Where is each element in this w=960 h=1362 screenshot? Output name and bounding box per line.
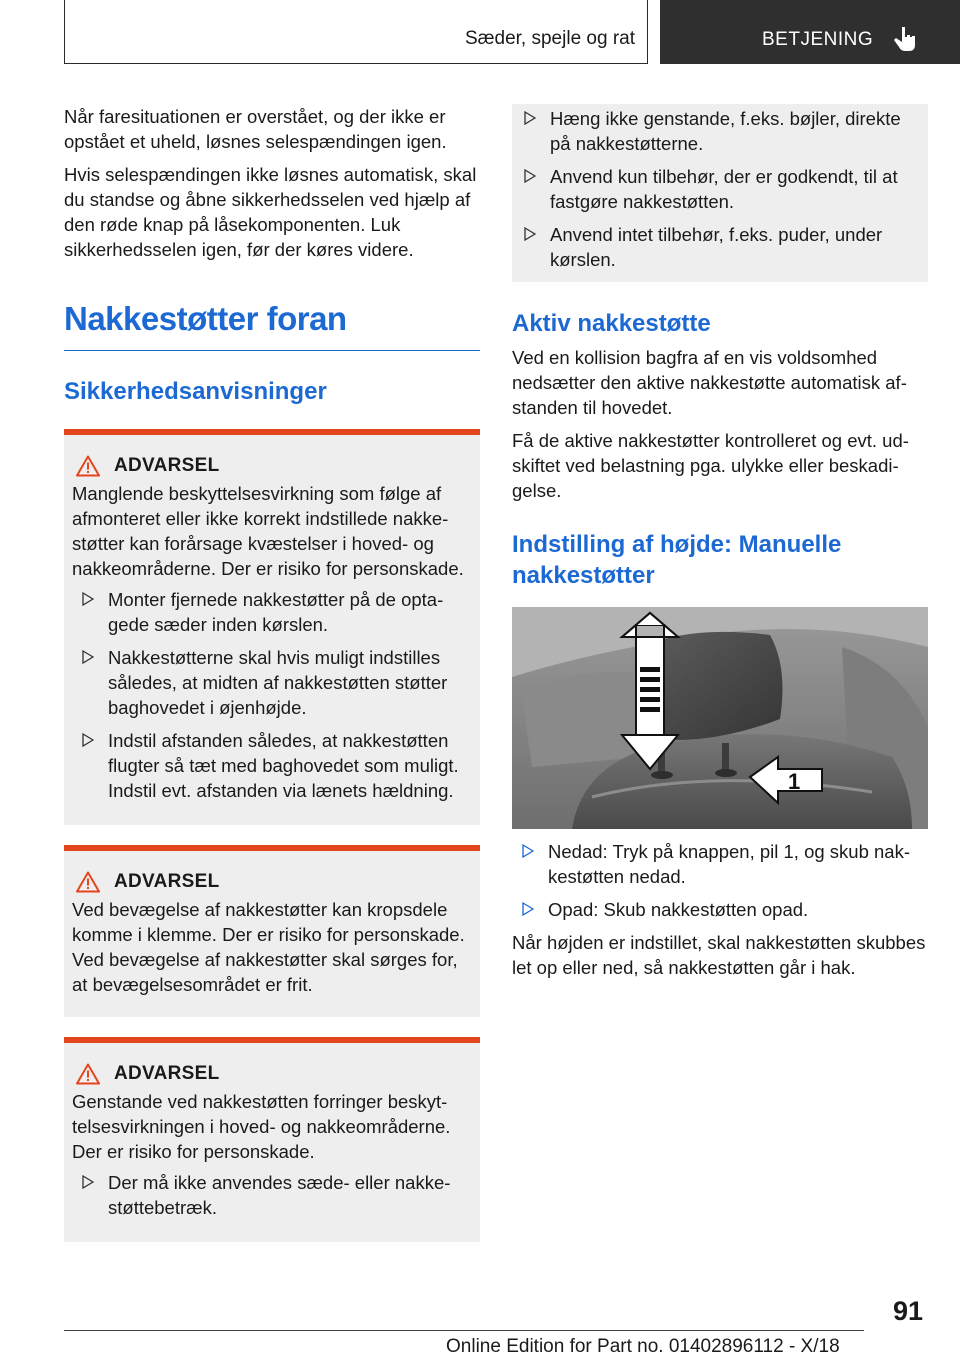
figure-callout-label: 1 xyxy=(788,769,801,794)
left-column xyxy=(64,104,480,1262)
note-box xyxy=(512,104,928,282)
warning-title: ADVARSEL xyxy=(114,455,220,476)
warning-title: ADVARSEL xyxy=(114,871,220,892)
warning-box-3 xyxy=(64,1037,480,1242)
height-adjust-title: Indstilling af højde: Manuelle nakkestøtter xyxy=(512,531,842,589)
active-headrest-title: Aktiv nakkestøtte xyxy=(512,310,711,337)
pointing-hand-icon xyxy=(894,26,916,52)
closing-paragraph: Når højden er indstillet, skal nakkestøtten skubbes let op eller ned, så nakkestøtten går i hak. xyxy=(512,932,926,978)
intro-paragraph-2: Hvis selespændingen ikke løsnes automatisk, skal du standse og åbne sikkerhedsselen ved hjælp af den røde knap på låsekomponenten. Luk sikkerhedsselen igen, før der køres videre. xyxy=(64,164,477,260)
list-item: Anvend intet tilbehør, f.eks. puder, under kørslen. xyxy=(514,222,916,272)
list-item: Hæng ikke genstande, f.eks. bøjler, direkte på nakkestøtterne. xyxy=(514,106,916,156)
bullet-triangle-icon xyxy=(82,650,94,664)
bullet-triangle-icon xyxy=(82,1175,94,1189)
footer-rule xyxy=(64,1330,864,1331)
bullet-triangle-icon xyxy=(82,733,94,747)
list-item: Der må ikke anvendes sæde- eller nakkestøttebetræk. xyxy=(72,1170,472,1220)
list-item: Nedad: Tryk på knappen, pil 1, og skub nakkestøtten nedad. xyxy=(512,839,928,889)
warning-text: Ved bevægelse af nakkestøtter kan kropsdele komme i klemme. Der er risiko for personskade. Ved bevægelse af nakkestøtter skal sørges for, at bevægelsesområdet er frit. xyxy=(72,899,465,995)
section-title: Nakkestøtter foran xyxy=(64,300,347,337)
header-chapter-tab[interactable] xyxy=(660,0,960,64)
list-item: Indstil afstanden således, at nakkestøtten flugter så tæt med baghovedet som muligt. Indstil evt. afstanden via lænets hældning. xyxy=(72,728,472,803)
warning-triangle-icon xyxy=(76,1063,100,1085)
active-paragraph-1: Ved en kollision bagfra af en vis voldsomhed nedsætter den aktive nakkestøtte automatisk afstanden til hovedet. xyxy=(512,347,907,418)
footer-edition: Online Edition for Part no. 01402896112 - X/18 xyxy=(446,1336,840,1357)
page-number: 91 xyxy=(893,1296,924,1326)
warning-title: ADVARSEL xyxy=(114,1063,220,1084)
bullet-triangle-icon xyxy=(522,902,534,916)
intro-paragraph-1: Når faresituationen er overstået, og der ikke er opstået et uheld, løsnes selespændingen igen. xyxy=(64,106,447,152)
list-item: Opad: Skub nakkestøtten opad. xyxy=(512,897,928,922)
warning-triangle-icon xyxy=(76,871,100,893)
warning-triangle-icon xyxy=(76,455,100,477)
bullet-triangle-icon xyxy=(522,844,534,858)
header-chapter-title: BETJENING xyxy=(762,29,874,50)
warning-text: Manglende beskyttelsesvirkning som følge af afmonteret eller ikke korrekt indstillede nakkestøtter kan forårsage kvæstelser i hoved- og nakkeområderne. Der er risiko for personskade. xyxy=(72,483,464,579)
headrest-photo xyxy=(512,607,928,829)
bullet-triangle-icon xyxy=(524,169,536,183)
list-item: Nakkestøtterne skal hvis muligt indstilles således, at midten af nakkestøtten støtter baghovedet i øjenhøjde. xyxy=(72,645,472,720)
header-section-box xyxy=(64,0,648,64)
active-paragraph-2: Få de aktive nakkestøtter kontrolleret og evt. udskiftet ved belastning pga. ulykke eller beskadigelse. xyxy=(512,430,909,501)
right-column xyxy=(512,104,928,988)
warning-text: Genstande ved nakkestøtten forringer beskyttelsesvirkningen i hoved- og nakkeområderne. Der er risiko for personskade. xyxy=(72,1091,451,1162)
list-item: Anvend kun tilbehør, der er godkendt, til at fastgøre nakkestøtten. xyxy=(514,164,916,214)
warning-box-1 xyxy=(64,429,480,825)
list-item: Monter fjernede nakkestøtter på de optagede sæder inden kørslen. xyxy=(72,587,472,637)
section-title-rule xyxy=(64,350,480,351)
header-section-title: Sæder, spejle og rat xyxy=(464,28,635,49)
bullet-triangle-icon xyxy=(82,592,94,606)
warning-box-2 xyxy=(64,845,480,1017)
bullet-triangle-icon xyxy=(524,111,536,125)
subsection-title: Sikkerhedsanvisninger xyxy=(64,378,327,405)
bullet-triangle-icon xyxy=(524,227,536,241)
